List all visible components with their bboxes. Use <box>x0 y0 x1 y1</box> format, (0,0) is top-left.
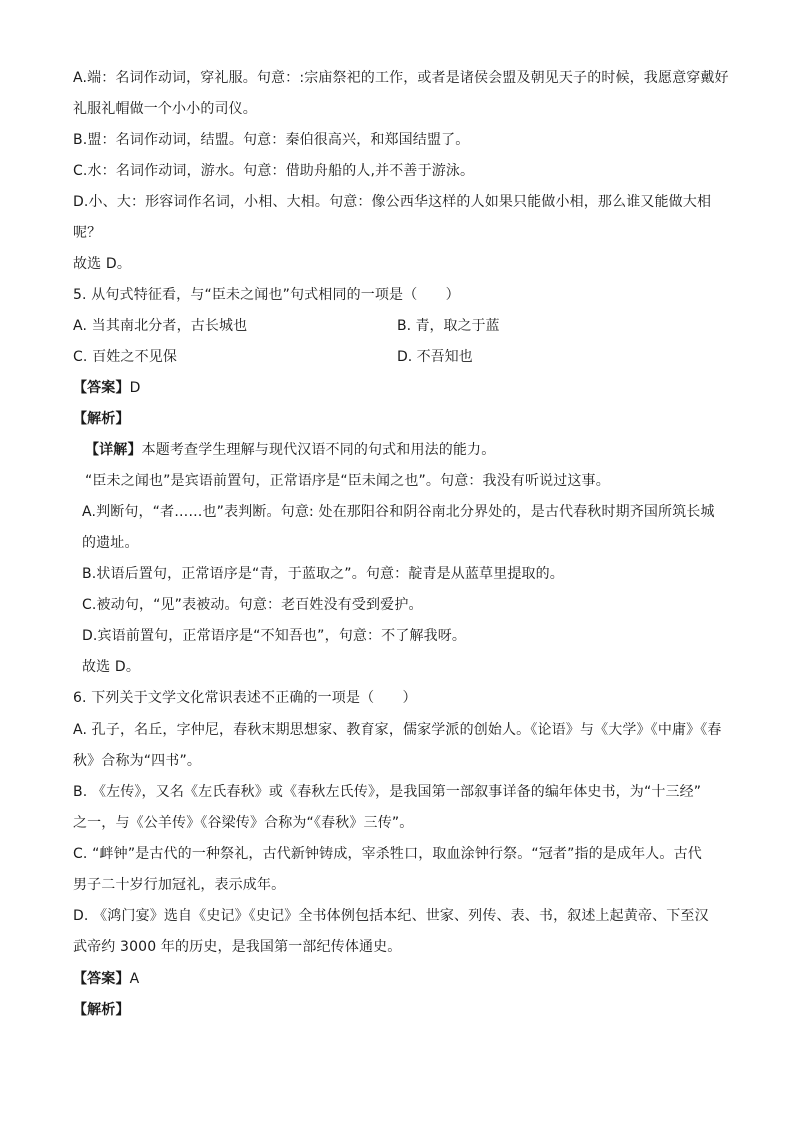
question-5-stem: 5. 从句式特征看，与“臣未之闻也”句式相同的一项是（ ） <box>73 287 460 303</box>
answer-tag: 【答案】 <box>73 971 130 987</box>
q5-option-b: B. 青，取之于蓝 <box>397 318 500 334</box>
q5-option-c: C. 百姓之不见保 <box>73 349 178 365</box>
answer-tag: 【答案】 <box>73 380 130 396</box>
q6-analysis-tag <box>73 1000 130 1020</box>
text-line: 呢？ <box>73 225 102 241</box>
q5-analysis-tag <box>73 409 130 429</box>
answer-value: D <box>129 380 141 396</box>
q6-option-line: B. 《左传》，又名《左氏春秋》或《春秋左氏传》，是我国第一部叙事详备的编年体史书，为“十三经” <box>73 784 702 800</box>
answer-value: A <box>129 971 140 987</box>
analysis-tag: 【解析】 <box>73 411 130 427</box>
q6-answer <box>73 969 139 989</box>
q5-detail-line: 故选 D。 <box>82 659 140 675</box>
q6-option-line: C. “衅钟”是古代的一种祭礼，古代新钟铸成，宰杀牲口，取血涂钟行祭。“冠者”指的是成年人。古代 <box>73 846 702 862</box>
text-line: A.端：名词作动词，穿礼服。句意：:宗庙祭祀的工作，或者是诸侯会盟及朝见天子的时候，我愿意穿戴好 <box>73 70 729 86</box>
q5-option-d: D. 不吾知也 <box>397 349 473 365</box>
q5-detail-line: D.宾语前置句，正常语序是“不知吾也”，句意：不了解我呀。 <box>82 628 467 644</box>
text-line: 故选 D。 <box>73 256 131 272</box>
text-line: 礼服礼帽做一个小小的司仪。 <box>73 101 257 117</box>
q6-option-line: 之一，与《公羊传》《谷梁传》合称为“《春秋》三传”。 <box>73 815 414 831</box>
q5-detail-line: A.判断句，“者……也”表判断。句意: 处在那阳谷和阴谷南北分界处的，是古代春秋时期齐国所筑长城 <box>82 504 715 520</box>
q6-option-line: A. 孔子，名丘，字仲尼，春秋末期思想家、教育家，儒家学派的创始人。《论语》与《大学》《中庸》《春 <box>73 722 722 738</box>
q6-option-line: 秋》合称为“四书”。 <box>73 753 202 769</box>
detail-text: 本题考查学生理解与现代汉语不同的句式和用法的能力。 <box>141 442 496 458</box>
q5-detail-line: C.被动句，“见”表被动。句意：老百姓没有受到爱护。 <box>82 597 423 613</box>
q5-detail-line: 的遗址。 <box>82 535 139 551</box>
question-6-stem: 6. 下列关于文学文化常识表述不正确的一项是（ ） <box>73 690 417 706</box>
text-line: B.盟：名词作动词，结盟。句意：秦伯很高兴，和郑国结盟了。 <box>73 132 470 148</box>
q5-option-a: A. 当其南北分者，古长城也 <box>73 318 248 334</box>
q6-option-line: 武帝约 3000 年的历史，是我国第一部纪传体通史。 <box>73 939 402 955</box>
analysis-tag: 【解析】 <box>73 1002 130 1018</box>
q5-detail-line <box>85 440 495 460</box>
text-line: D.小、大：形容词作名词，小相、大相。句意：像公西华这样的人如果只能做小相，那么谁又能做大相 <box>73 194 712 210</box>
q6-option-line: D. 《鸿门宴》选自《史记》《史记》全书体例包括本纪、世家、列传、表、书，叙述上起黄帝、下至汉 <box>73 908 709 924</box>
q5-detail-line: B.状语后置句，正常语序是“青，于蓝取之”。句意：靛青是从蓝草里提取的。 <box>82 566 564 582</box>
detail-tag: 【详解】 <box>85 442 142 458</box>
q5-answer <box>73 378 141 398</box>
text-line: C.水：名词作动词，游水。句意：借助舟船的人,并不善于游泳。 <box>73 163 475 179</box>
q6-option-line: 男子二十岁行加冠礼，表示成年。 <box>73 877 286 893</box>
q5-detail-line: “臣未之闻也”是宾语前置句，正常语序是“臣未闻之也”。句意：我没有听说过这事。 <box>85 473 610 489</box>
